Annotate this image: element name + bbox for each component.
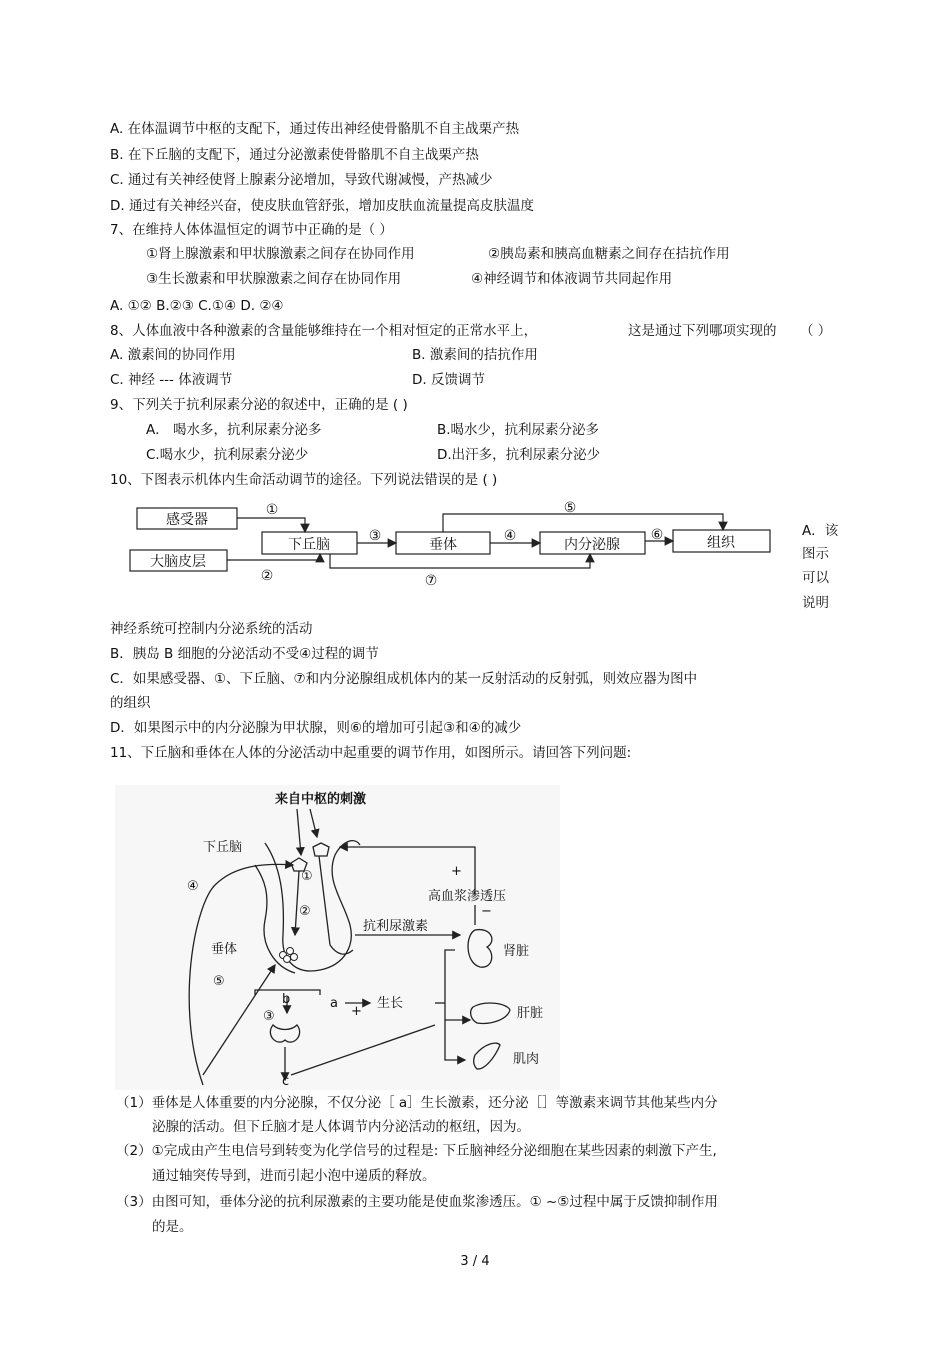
regulation-pathway-diagram <box>120 496 790 596</box>
q8-paren: （ ） <box>800 323 832 339</box>
q7-statement-4: ④神经调节和体液调节共同起作用 <box>471 271 673 287</box>
liver-label: 肝脏 <box>517 1006 544 1021</box>
q8-stem-tail: 这是通过下列哪项实现的 <box>628 323 777 339</box>
q9-stem: 9、下列关于抗利尿素分泌的叙述中，正确的是 ( ) <box>110 397 408 413</box>
page-number: 3 / 4 <box>460 1254 490 1269</box>
q11-part2: （2）①完成由产生电信号到转变为化学信号的过程是: 下丘脑神经分泌细胞在某些因素的刺激下产生, <box>116 1143 717 1159</box>
pituitary-label: 垂体 <box>211 942 238 957</box>
pathway-3-label: ③ <box>368 528 382 544</box>
adh-label: 抗利尿激素 <box>363 919 429 934</box>
q10-option-a: 神经系统可控制内分泌系统的活动 <box>110 621 313 637</box>
pathway-2-label: ② <box>260 568 274 584</box>
q10-option-b: B．胰岛 B 细胞的分泌活动不受④过程的调节 <box>110 646 379 662</box>
q6-option-c: C. 通过有关神经使肾上腺素分泌增加，导致代谢减慢，产热减少 <box>110 172 493 188</box>
hypothalamus-pituitary-figure <box>115 785 560 1090</box>
cortex-label: 大脑皮层 <box>150 554 206 570</box>
q11-part1: （1）垂体是人体重要的内分泌腺，不仅分泌［ a］生长激素，还分泌［］等激素来调节其他某些内分 <box>116 1095 718 1111</box>
process-2-label: ② <box>299 904 311 919</box>
plus-sign-growth: + <box>351 1004 362 1019</box>
pathway-5-label: ⑤ <box>563 500 577 516</box>
q7-stem: 7、在维持人体体温恒定的调节中正确的是（ ） <box>110 222 393 238</box>
q11-part2-cont: 通过轴突传导到，进而引起小泡中递质的释放。 <box>152 1168 436 1184</box>
receptor-label: 感受器 <box>166 512 208 528</box>
muscle-label: 肌肉 <box>513 1052 540 1067</box>
process-5-label: ⑤ <box>213 974 225 989</box>
hypothalamus-label: 下丘脑 <box>203 840 243 855</box>
q9-option-d: D.出汗多，抗利尿素分泌少 <box>437 447 601 463</box>
kidney-label: 肾脏 <box>503 944 530 959</box>
growth-label: 生长 <box>377 996 404 1011</box>
q10-option-d: D．如果图示中的内分泌腺为甲状腺，则⑥的增加可引起③和④的减少 <box>110 720 522 736</box>
q11-part1-cont: 泌腺的活动。但下丘脑才是人体调节内分泌活动的枢纽，因为。 <box>152 1119 530 1135</box>
pituitary-label: 垂体 <box>429 537 457 553</box>
label-c: c <box>282 1074 290 1089</box>
q10-option-c-cont: 的组织 <box>110 695 151 711</box>
q6-option-a: A. 在体温调节中枢的支配下，通过传出神经使骨骼肌不自主战栗产热 <box>110 121 520 137</box>
pathway-4-label: ④ <box>503 528 517 544</box>
q7-statement-2: ②胰岛素和胰高血糖素之间存在拮抗作用 <box>488 246 730 262</box>
q10-stem: 10、下图表示机体内生命活动调节的途径。下列说法错误的是 ( ) <box>110 472 498 488</box>
tissue-label: 组织 <box>707 535 735 551</box>
plus-sign-top: + <box>451 864 462 879</box>
q10-option-a-side-4: 说明 <box>802 595 829 611</box>
process-1-label: ① <box>301 869 313 884</box>
label-b: b <box>282 992 291 1007</box>
q11-part3-cont: 的是。 <box>152 1219 193 1235</box>
q9-option-c: C.喝水少，抗利尿素分泌少 <box>146 447 309 463</box>
q11-part3: （3）由图可知，垂体分泌的抗利尿激素的主要功能是使血浆渗透压。① ~⑤过程中属于反馈抑制作用 <box>116 1194 718 1210</box>
q8-option-a: A. 激素间的协同作用 <box>110 347 236 363</box>
q10-option-a-side-2: 图示 <box>802 546 829 562</box>
minus-sign: − <box>481 904 492 919</box>
stimulus-label: 来自中枢的刺激 <box>275 792 367 807</box>
hypothalamus-label: 下丘脑 <box>288 537 330 553</box>
q9-option-b: B.喝水少，抗利尿素分泌多 <box>437 422 600 438</box>
pathway-6-label: ⑥ <box>650 527 664 543</box>
q7-statement-3: ③生长激素和甲状腺激素之间存在协同作用 <box>146 271 402 287</box>
pathway-1-label: ① <box>265 502 279 518</box>
process-3-label: ③ <box>263 1009 275 1024</box>
q10-option-a-side-3: 可以 <box>802 570 829 586</box>
q10-option-a-side-1: A．该 <box>802 523 839 539</box>
q8-option-b: B. 激素间的拮抗作用 <box>412 347 538 363</box>
q7-statement-1: ①肾上腺激素和甲状腺激素之间存在协同作用 <box>146 246 415 262</box>
q8-option-d: D. 反馈调节 <box>412 372 485 388</box>
q10-option-c: C．如果感受器、①、下丘脑、⑦和内分泌腺组成机体内的某一反射活动的反射弧，则效应器为图中 <box>110 671 698 687</box>
pathway-7-label: ⑦ <box>424 573 438 589</box>
process-4-label: ④ <box>187 879 199 894</box>
q9-option-a: A． 喝水多，抗利尿素分泌多 <box>146 422 322 438</box>
q11-stem: 11、下丘脑和垂体在人体的分泌活动中起重要的调节作用，如图所示。请回答下列问题: <box>110 745 632 761</box>
label-a: a <box>330 996 338 1011</box>
q8-option-c: C. 神经 --- 体液调节 <box>110 372 233 388</box>
q6-option-d: D. 通过有关神经兴奋，使皮肤血管舒张，增加皮肤血流量提高皮肤温度 <box>110 198 534 214</box>
q7-options: A. ①② B.②③ C.①④ D. ②④ <box>110 298 284 314</box>
q8-stem: 8、人体血液中各种激素的含量能够维持在一个相对恒定的正常水平上， <box>110 323 538 339</box>
osmotic-pressure-label: 高血浆渗透压 <box>428 889 507 904</box>
q6-option-b: B. 在下丘脑的支配下，通过分泌激素使骨骼肌不自主战栗产热 <box>110 147 479 163</box>
gland-label: 内分泌腺 <box>564 537 620 553</box>
